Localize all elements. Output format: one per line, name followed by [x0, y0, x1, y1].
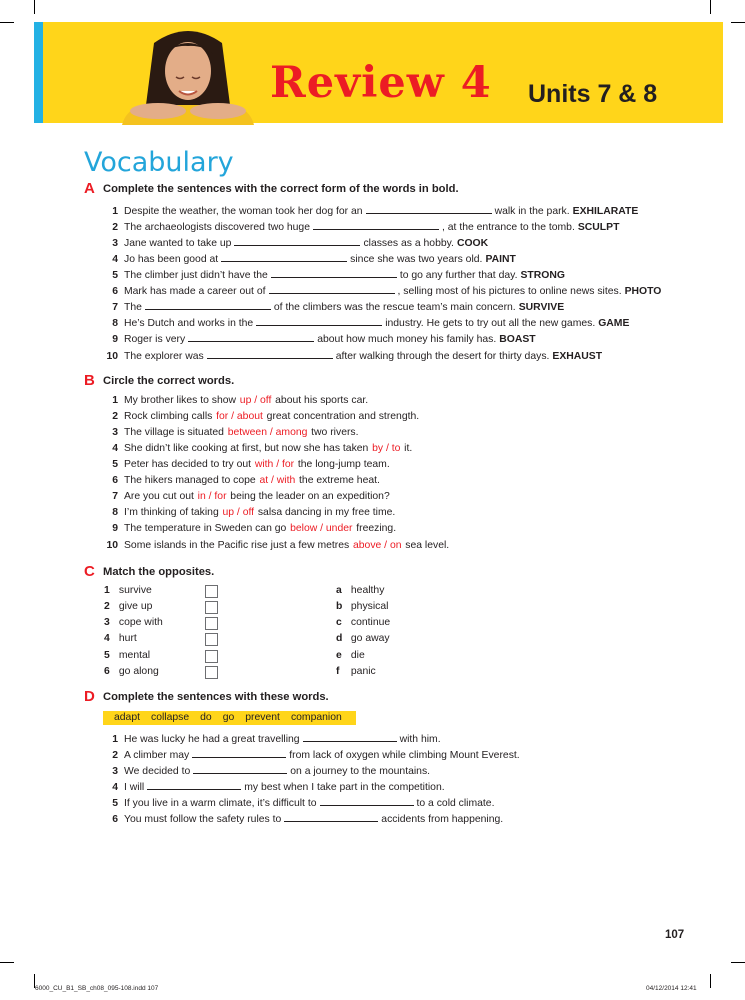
section-b-item: 6 The hikers managed to cope at / with the extreme heat. [112, 475, 380, 486]
section-a-instruction: Complete the sentences with the correct form of the words in bold. [103, 183, 459, 195]
match-left-item: 4 hurt [104, 633, 137, 644]
answer-box[interactable] [205, 617, 218, 630]
answer-box[interactable] [205, 666, 218, 679]
answer-blank[interactable] [303, 731, 397, 742]
answer-blank[interactable] [271, 267, 397, 278]
answer-blank[interactable] [188, 331, 314, 342]
section-c-letter: C [84, 563, 95, 580]
section-d-letter: D [84, 688, 95, 705]
answer-blank[interactable] [256, 315, 382, 326]
section-d-item: 3 We decided to on a journey to the mountains. [96, 763, 430, 777]
page-number: 107 [665, 929, 685, 941]
section-d-item: 4 I will my best when I take part in the competition. [96, 779, 445, 793]
crop-mark [0, 22, 14, 23]
answer-box[interactable] [205, 601, 218, 614]
section-a-item: 6 Mark has made a career out of , selling most of his pictures to online news sites. PHOTO [96, 283, 661, 297]
section-b-item: 3 The village is situated between / among two rivers. [112, 427, 359, 438]
section-b-item: 10 Some islands in the Pacific rise just a few metres above / on sea level. [106, 540, 450, 551]
word-choice[interactable]: between / among [227, 427, 308, 438]
word-choice[interactable]: for / about [216, 411, 263, 422]
match-right-item: b physical [336, 601, 389, 612]
footer-timestamp: 04/12/2014 12:41 [646, 985, 697, 992]
units-subtitle: Units 7 & 8 [528, 80, 658, 108]
crop-mark [0, 962, 14, 963]
section-b-letter: B [84, 372, 95, 389]
section-d-item: 1 He was lucky he had a great travelling with him. [96, 731, 441, 745]
section-a-item: 9 Roger is very about how much money his family has. BOAST [96, 331, 536, 345]
section-a-item: 7 The of the climbers was the rescue team’s main concern. SURVIVE [96, 299, 564, 313]
section-b-item: 9 The temperature in Sweden can go below / under freezing. [112, 523, 397, 534]
match-left-item: 3 cope with [104, 617, 163, 628]
section-b-item: 4 She didn’t like cooking at first, but now she has taken by / to it. [112, 443, 413, 454]
section-a-item: 2 The archaeologists discovered two huge , at the entrance to the tomb. SCULPT [96, 219, 619, 233]
answer-blank[interactable] [320, 795, 414, 806]
answer-box[interactable] [205, 633, 218, 646]
answer-blank[interactable] [192, 747, 286, 758]
section-b-item: 2 Rock climbing calls for / about great concentration and strength. [112, 411, 420, 422]
answer-blank[interactable] [284, 811, 378, 822]
section-a-letter: A [84, 180, 95, 197]
section-b-instruction: Circle the correct words. [103, 375, 235, 387]
section-d-item: 5 If you live in a warm climate, it’s difficult to to a cold climate. [96, 795, 494, 809]
section-d-instruction: Complete the sentences with these words. [103, 691, 329, 703]
word-bank: adapt collapse do go prevent companion [103, 711, 356, 725]
answer-blank[interactable] [313, 219, 439, 230]
word-choice[interactable]: below / under [290, 523, 353, 534]
section-a-item: 3 Jane wanted to take up classes as a hobby. COOK [96, 235, 488, 249]
answer-blank[interactable] [193, 763, 287, 774]
crop-mark [34, 0, 35, 14]
answer-blank[interactable] [207, 348, 333, 359]
crop-mark [710, 974, 711, 988]
answer-blank[interactable] [147, 779, 241, 790]
match-right-item: e die [336, 650, 365, 661]
girl-photo [118, 25, 258, 130]
section-a-item: 8 He’s Dutch and works in the industry. He gets to try out all the new games. GAME [96, 315, 629, 329]
answer-blank[interactable] [366, 203, 492, 214]
word-choice[interactable]: with / for [254, 459, 295, 470]
word-choice[interactable]: up / off [222, 507, 255, 518]
crop-mark [731, 962, 745, 963]
review-title: Review 4 [270, 58, 492, 108]
answer-blank[interactable] [234, 235, 360, 246]
match-right-item: d go away [336, 633, 390, 644]
footer-file-info: 6000_CU_B1_SB_ch08_095-108.indd 107 [35, 985, 159, 992]
word-choice[interactable]: at / with [259, 475, 296, 486]
section-a-item: 4 Jo has been good at since she was two years old. PAINT [96, 251, 516, 265]
match-left-item: 1 survive [104, 585, 152, 596]
word-choice[interactable]: above / on [352, 540, 402, 551]
section-a-item: 10 The explorer was after walking through the desert for thirty days. EXHAUST [96, 348, 602, 362]
section-c-instruction: Match the opposites. [103, 566, 215, 578]
match-left-item: 2 give up [104, 601, 153, 612]
word-choice[interactable]: up / off [239, 395, 272, 406]
answer-blank[interactable] [145, 299, 271, 310]
match-right-item: f panic [336, 666, 376, 677]
section-b-item: 1 My brother likes to show up / off about his sports car. [112, 395, 369, 406]
section-b-item: 7 Are you cut out in / for being the leader on an expedition? [112, 491, 390, 502]
section-a-item: 5 The climber just didn’t have the to go any further that day. STRONG [96, 267, 565, 281]
answer-blank[interactable] [221, 251, 347, 262]
match-left-item: 6 go along [104, 666, 159, 677]
word-choice[interactable]: by / to [372, 443, 401, 454]
section-a-item: 1 Despite the weather, the woman took her dog for an walk in the park. EXHILARATE [96, 203, 638, 217]
match-right-item: a healthy [336, 585, 385, 596]
match-left-item: 5 mental [104, 650, 151, 661]
section-b-item: 8 I’m thinking of taking up / off salsa dancing in my free time. [112, 507, 396, 518]
match-right-item: c continue [336, 617, 391, 628]
crop-mark [731, 22, 745, 23]
answer-box[interactable] [205, 585, 218, 598]
section-d-item: 2 A climber may from lack of oxygen while climbing Mount Everest. [96, 747, 520, 761]
answer-blank[interactable] [269, 283, 395, 294]
vocabulary-heading: Vocabulary [84, 147, 234, 178]
section-d-item: 6 You must follow the safety rules to accidents from happening. [96, 811, 503, 825]
crop-mark [710, 0, 711, 14]
answer-box[interactable] [205, 650, 218, 663]
word-choice[interactable]: in / for [197, 491, 227, 502]
banner-edge [34, 22, 43, 123]
section-b-item: 5 Peter has decided to try out with / for the long-jump team. [112, 459, 390, 470]
